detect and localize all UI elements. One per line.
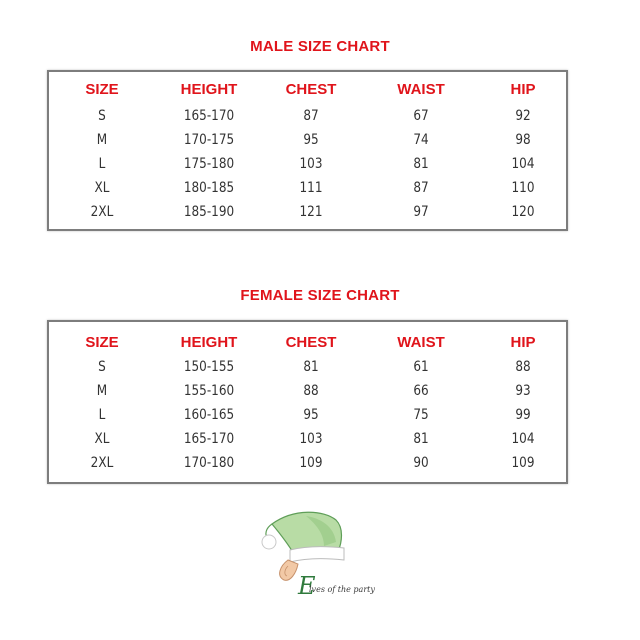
table-row: [49, 200, 566, 224]
size-cell: S: [98, 108, 106, 124]
waist-cell: 81: [413, 156, 429, 172]
waist-cell: 66: [413, 383, 429, 399]
table-row: [49, 355, 566, 379]
size-cell: XL: [94, 431, 110, 447]
female-size-table: [47, 320, 568, 484]
waist-cell: 90: [413, 455, 429, 471]
waist-cell: 75: [413, 407, 429, 423]
logo-text: lves of the party: [309, 585, 375, 594]
waist-cell: 67: [413, 108, 429, 124]
height-cell: 165-170: [183, 431, 235, 447]
size-cell: S: [98, 359, 106, 375]
chest-cell: 109: [299, 455, 323, 471]
table-row: [49, 104, 566, 128]
hip-cell: 99: [515, 407, 531, 423]
size-cell: L: [98, 407, 106, 423]
column-header-size: SIZE: [85, 81, 119, 98]
hip-cell: 109: [511, 455, 535, 471]
hip-cell: 98: [515, 132, 531, 148]
chest-cell: 81: [303, 359, 319, 375]
height-cell: 170-175: [183, 132, 235, 148]
column-header-hip: HIP: [510, 81, 536, 98]
table-row: [49, 451, 566, 475]
waist-cell: 97: [413, 204, 429, 220]
column-header-height: HEIGHT: [180, 81, 238, 98]
chest-cell: 103: [299, 156, 323, 172]
size-cell: XL: [94, 180, 110, 196]
height-cell: 160-165: [183, 407, 235, 423]
height-cell: 165-170: [183, 108, 235, 124]
hip-cell: 110: [511, 180, 535, 196]
chest-cell: 121: [299, 204, 323, 220]
column-header-chest: CHEST: [285, 334, 337, 351]
column-header-size: SIZE: [85, 334, 119, 351]
table-row: [49, 128, 566, 152]
height-cell: 170-180: [183, 455, 235, 471]
size-cell: 2XL: [90, 455, 114, 471]
male-size-chart-title: MALE SIZE CHART: [250, 38, 390, 55]
table-row: [49, 403, 566, 427]
hip-cell: 104: [511, 156, 535, 172]
chest-cell: 95: [303, 132, 319, 148]
height-cell: 180-185: [183, 180, 235, 196]
column-header-height: HEIGHT: [180, 334, 238, 351]
chest-cell: 111: [299, 180, 323, 196]
column-header-chest: CHEST: [285, 81, 337, 98]
chest-cell: 103: [299, 431, 323, 447]
size-cell: M: [96, 132, 108, 148]
table-row: [49, 379, 566, 403]
hip-cell: 120: [511, 204, 535, 220]
waist-cell: 87: [413, 180, 429, 196]
female-size-chart-title: FEMALE SIZE CHART: [240, 287, 400, 304]
chest-cell: 95: [303, 407, 319, 423]
size-cell: L: [98, 156, 106, 172]
table-row: [49, 152, 566, 176]
height-cell: 185-190: [183, 204, 235, 220]
column-header-hip: HIP: [510, 334, 536, 351]
height-cell: 155-160: [183, 383, 235, 399]
table-row: [49, 176, 566, 200]
size-cell: M: [96, 383, 108, 399]
hip-cell: 92: [515, 108, 531, 124]
column-header-waist: WAIST: [397, 81, 445, 98]
chest-cell: 87: [303, 108, 319, 124]
hip-cell: 88: [515, 359, 531, 375]
waist-cell: 61: [413, 359, 429, 375]
table-row: [49, 427, 566, 451]
table-header-row: [49, 78, 566, 102]
hip-cell: 104: [511, 431, 535, 447]
waist-cell: 74: [413, 132, 429, 148]
waist-cell: 81: [413, 431, 429, 447]
table-header-row: [49, 331, 566, 355]
height-cell: 150-155: [183, 359, 235, 375]
chest-cell: 88: [303, 383, 319, 399]
height-cell: 175-180: [183, 156, 235, 172]
size-cell: 2XL: [90, 204, 114, 220]
column-header-waist: WAIST: [397, 334, 445, 351]
male-size-table: [47, 70, 568, 231]
logo-initial: E: [298, 572, 316, 600]
elf-hat-icon: [254, 502, 394, 612]
hip-cell: 93: [515, 383, 531, 399]
